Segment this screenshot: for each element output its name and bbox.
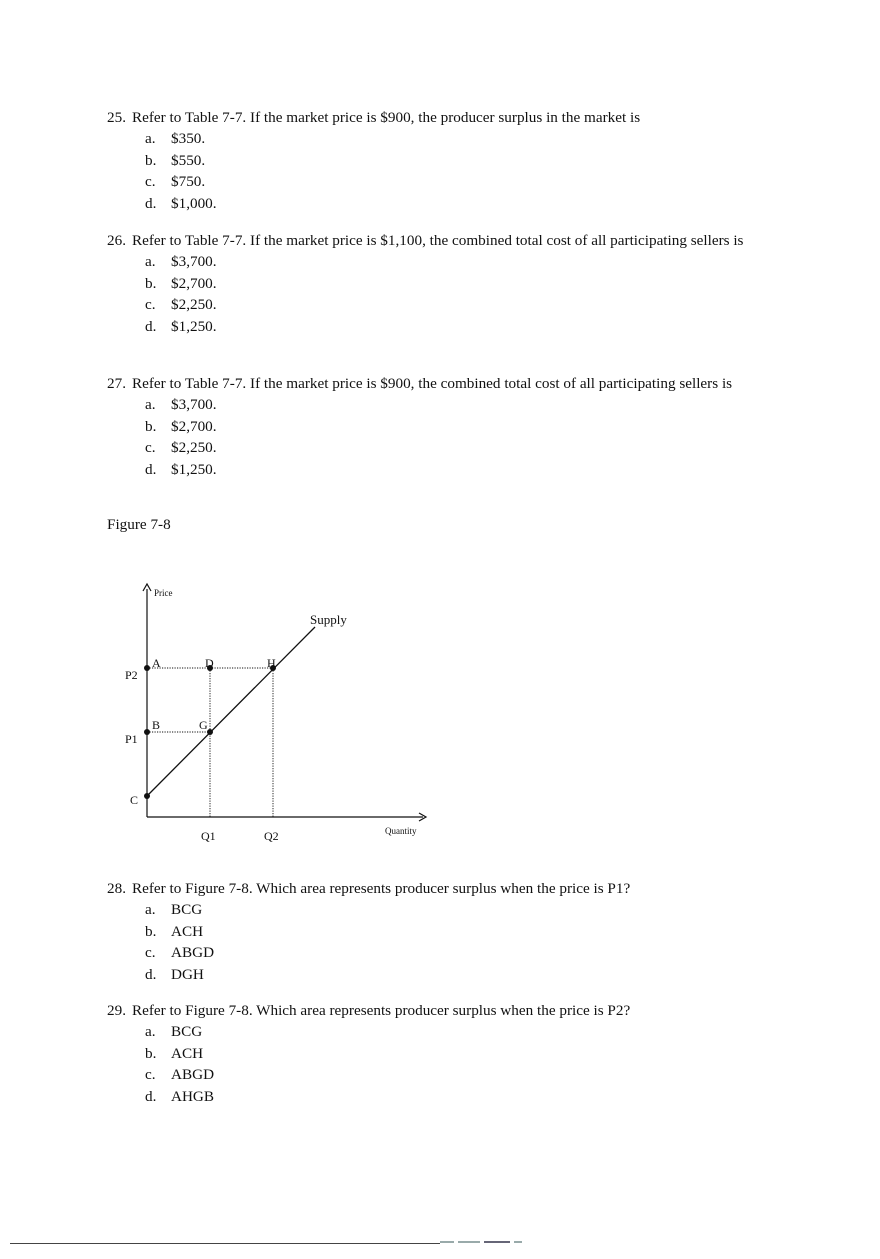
option-text: $2,700. — [171, 417, 217, 435]
option-letter: c. — [145, 944, 156, 961]
option-text: DGH — [171, 965, 204, 983]
option-text: $2,250. — [171, 439, 217, 456]
question-text: Refer to Table 7-7. If the market price is $900, the combined total cost of all participating sellers is — [132, 375, 733, 392]
question-number: 25. — [107, 109, 126, 126]
option-text: $550. — [171, 151, 206, 169]
option-letter: b. — [145, 922, 157, 940]
option-letter: c. — [145, 296, 156, 313]
question-stem — [107, 879, 787, 899]
option-text: BCG — [171, 1023, 203, 1040]
question-29 — [107, 1001, 787, 1107]
figure-caption: Figure 7-8 — [107, 516, 171, 533]
question-stem — [107, 1001, 787, 1021]
option-letter: b. — [145, 417, 157, 435]
answer-option — [145, 1043, 787, 1065]
option-text: ACH — [171, 922, 204, 940]
point-label-h: H — [267, 656, 276, 670]
answer-option — [145, 1086, 787, 1108]
option-letter: d. — [145, 965, 157, 983]
point-g — [207, 729, 213, 735]
option-text: ACH — [171, 1044, 204, 1062]
x-axis-label: Quantity — [385, 826, 417, 836]
answer-option — [145, 964, 787, 986]
point-label-c: C — [130, 793, 139, 807]
quantity-label-q1: Q1 — [201, 829, 216, 843]
question-text: Refer to Table 7-7. If the market price is $900, the producer surplus in the market is — [132, 109, 641, 126]
option-text: $1,250. — [171, 460, 217, 478]
point-label-b: B — [152, 718, 161, 732]
quantity-label-q2: Q2 — [264, 829, 279, 843]
option-letter: b. — [145, 274, 157, 292]
option-text: $1,000. — [171, 194, 217, 212]
option-letter: c. — [145, 439, 156, 456]
option-letter: a. — [145, 901, 156, 918]
option-letter: d. — [145, 317, 157, 335]
option-letter: c. — [145, 1066, 156, 1083]
price-label-p2: P2 — [125, 668, 138, 682]
answer-option — [145, 1064, 787, 1086]
footer-rule — [10, 1243, 440, 1244]
point-b — [144, 729, 150, 735]
answer-option — [145, 1021, 787, 1043]
question-number: 27. — [107, 375, 126, 392]
answer-option — [145, 921, 787, 943]
answer-option — [145, 942, 787, 964]
supply-label: Supply — [310, 612, 347, 627]
question-number: 26. — [107, 232, 126, 249]
option-text: ABGD — [171, 1066, 215, 1083]
option-letter: c. — [145, 173, 156, 190]
option-text: $750. — [171, 173, 206, 190]
option-letter: d. — [145, 460, 157, 478]
supply-curve — [147, 627, 315, 796]
option-text: $2,250. — [171, 296, 217, 313]
point-label-g: G — [199, 718, 208, 732]
point-a — [144, 665, 150, 671]
option-text: ABGD — [171, 944, 215, 961]
question-number: 28. — [107, 880, 126, 897]
point-c — [144, 793, 150, 799]
option-text: BCG — [171, 901, 203, 918]
question-28 — [107, 879, 787, 985]
question-text: Refer to Figure 7-8. Which area represents producer surplus when the price is P2? — [132, 1002, 631, 1019]
price-label-p1: P1 — [125, 732, 138, 746]
option-letter: a. — [145, 130, 156, 147]
option-letter: a. — [145, 253, 156, 270]
option-letter: d. — [145, 1087, 157, 1105]
option-letter: b. — [145, 151, 157, 169]
y-axis-label: Price — [154, 588, 173, 598]
option-letter: a. — [145, 396, 156, 413]
option-text: AHGB — [171, 1087, 215, 1105]
point-label-d: D — [205, 656, 214, 670]
answer-option — [145, 899, 787, 921]
option-text: $3,700. — [171, 396, 217, 413]
point-label-a: A — [152, 656, 161, 670]
option-text: $3,700. — [171, 253, 217, 270]
option-letter: b. — [145, 1044, 157, 1062]
option-text: $2,700. — [171, 274, 217, 292]
question-number: 29. — [107, 1002, 126, 1019]
option-text: $1,250. — [171, 317, 217, 335]
option-letter: d. — [145, 194, 157, 212]
option-letter: a. — [145, 1023, 156, 1040]
footer-marks — [440, 1241, 620, 1245]
question-text: Refer to Figure 7-8. Which area represents producer surplus when the price is P1? — [132, 880, 631, 897]
option-text: $350. — [171, 130, 206, 147]
question-text: Refer to Table 7-7. If the market price is $1,100, the combined total cost of all participating sellers is — [132, 232, 744, 249]
